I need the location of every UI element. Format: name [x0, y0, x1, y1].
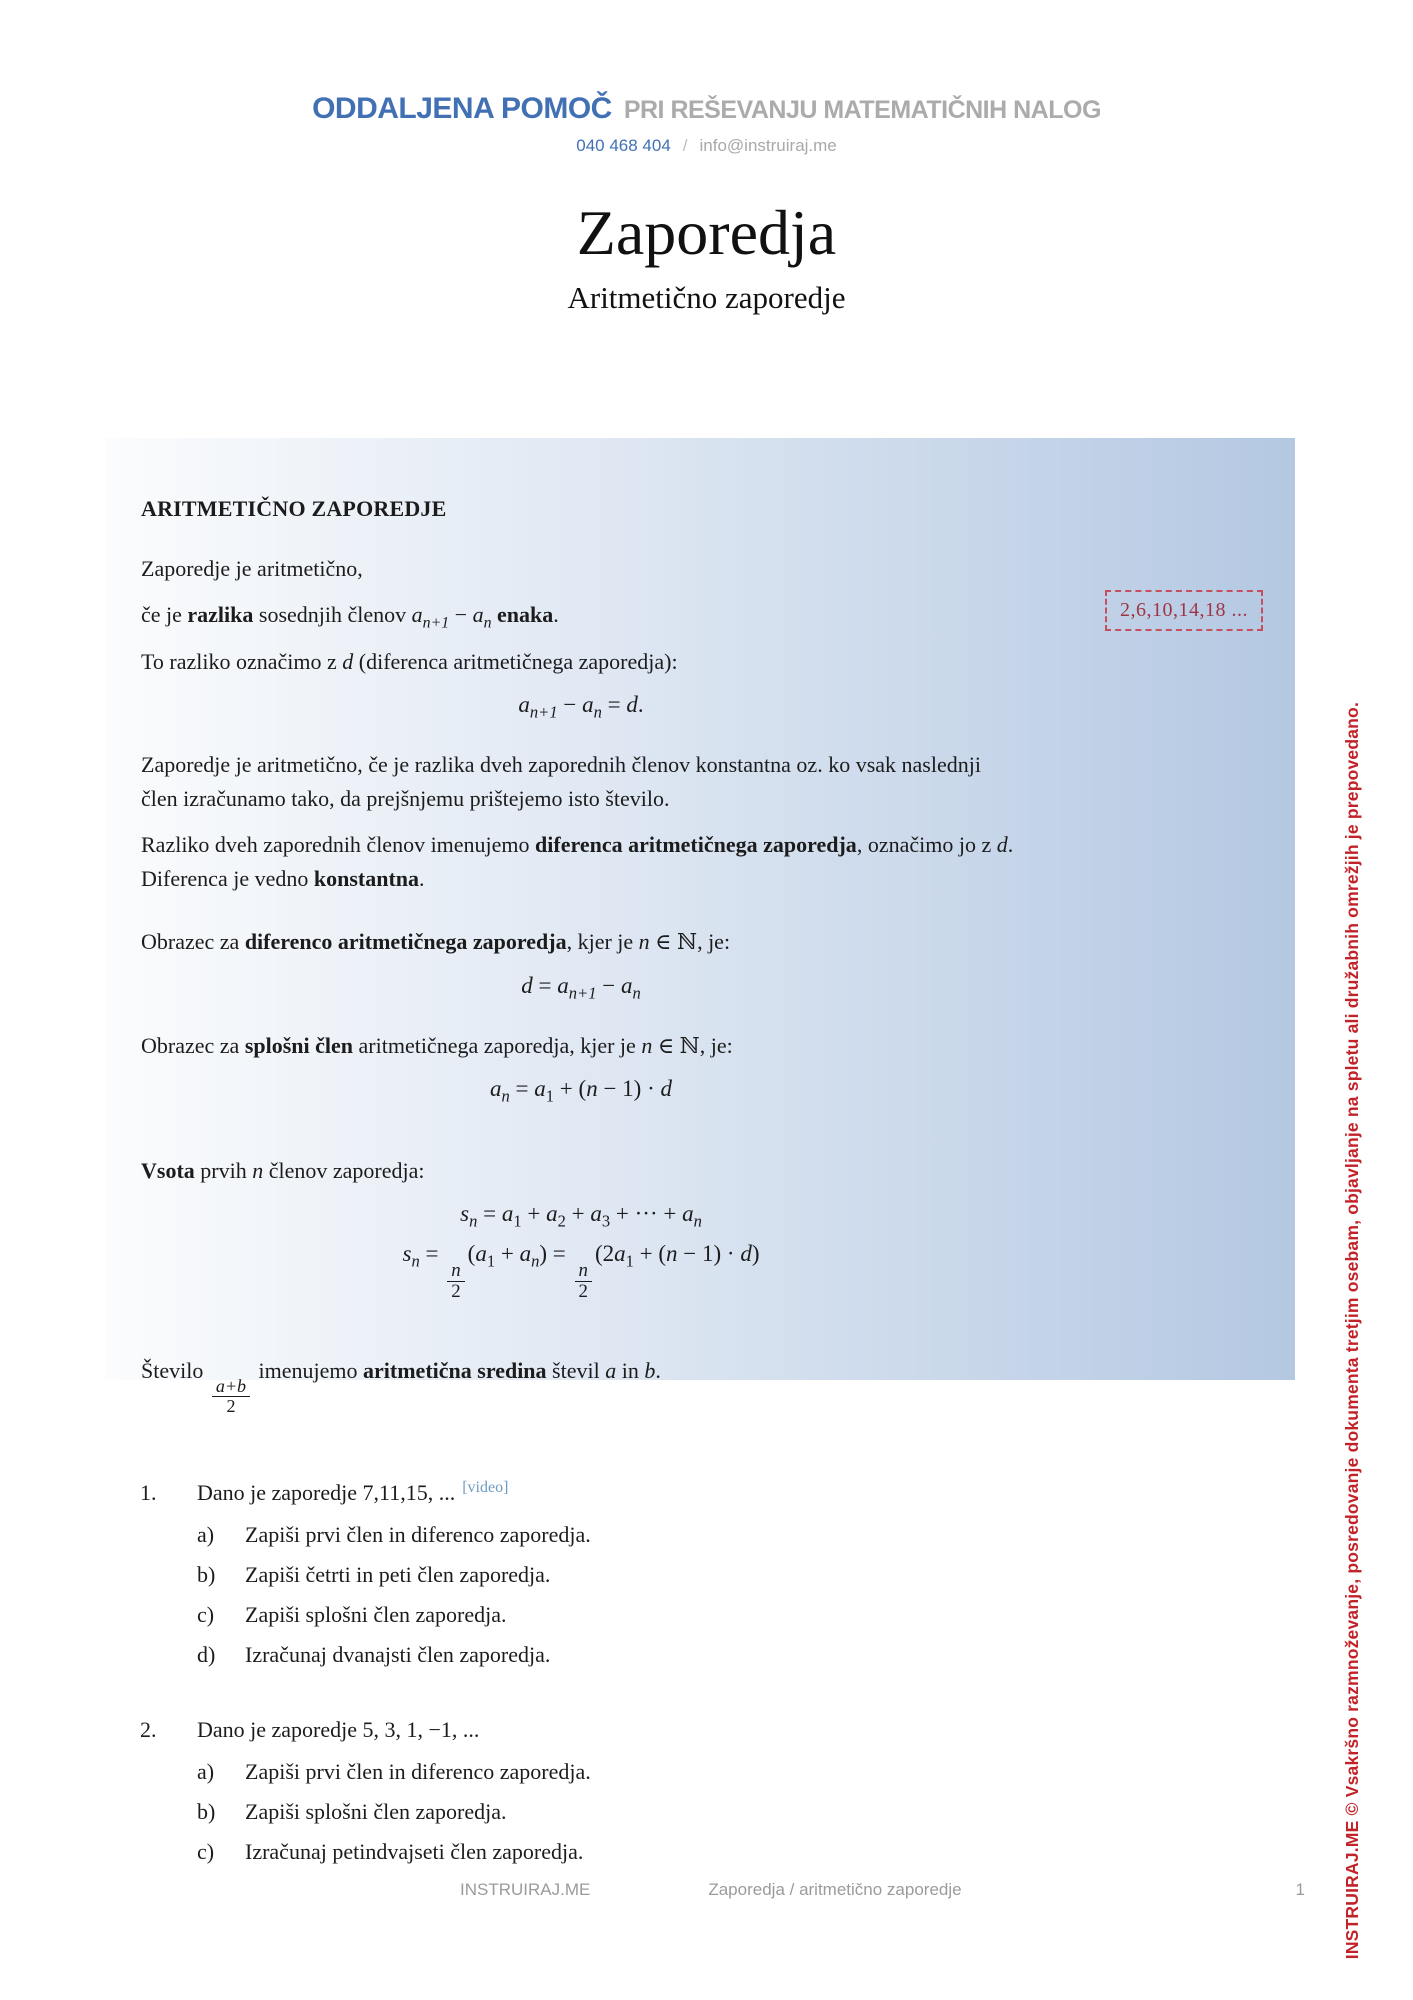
text-run: Razliko dveh zaporednih členov imenujemo — [141, 832, 536, 858]
paragraph — [141, 552, 1021, 585]
text-run: a — [475, 1241, 487, 1267]
text-run: n — [641, 1032, 653, 1058]
theory-box — [105, 438, 1295, 1417]
text-run: ( — [467, 1241, 476, 1267]
exercise-item — [197, 1595, 1413, 1635]
item-label: a) — [197, 1522, 215, 1547]
math-fraction: $\frac{n}{2}$ — [575, 1261, 592, 1303]
text-run: in — [616, 1358, 645, 1384]
paragraph — [141, 645, 1021, 678]
text-run: enaka — [497, 602, 554, 628]
paragraph — [141, 828, 1021, 895]
text-run: + — [495, 1241, 520, 1267]
text-run: ∈ ℕ, je: — [649, 929, 731, 955]
text-run: n — [411, 1251, 420, 1271]
text-run: imenujemo — [253, 1358, 364, 1384]
item-text: Izračunaj petindvajseti člen zaporedja. — [245, 1839, 584, 1865]
math-formula — [141, 1075, 1021, 1106]
text-run: − — [596, 972, 621, 998]
text-run: če je — [141, 602, 188, 628]
paragraph — [141, 598, 1021, 631]
math-formula — [141, 1201, 1021, 1231]
text-run: Obrazec za — [141, 929, 245, 955]
page-number: 1 — [1295, 1880, 1305, 1899]
text-run: , označimo jo z — [856, 832, 997, 858]
text-run: a — [682, 1201, 694, 1227]
item-label: c) — [197, 1602, 215, 1628]
text-run: n — [666, 1241, 678, 1267]
text-run: = — [601, 692, 627, 718]
exercise-item — [197, 1555, 1413, 1595]
theory-heading: ARITMETIČNO ZAPOREDJE — [141, 496, 447, 521]
text-run: + ( — [633, 1241, 667, 1267]
text-run: diferenca aritmetičnega zaporedja — [535, 832, 857, 858]
text-run: + — [565, 1201, 591, 1227]
text-run: n+1 — [422, 614, 450, 632]
text-run: − — [557, 692, 583, 718]
item-text: Zapiši splošni člen zaporedja. — [245, 1799, 507, 1825]
text-run: . — [637, 692, 644, 718]
exercise — [140, 1476, 1413, 1675]
text-run: Zaporedje je aritmetično, če je razlika dveh zaporednih členov konstantna oz. ko vsak naslednji člen izračunamo tako, da prejšnjemu prištejemo isto število. — [141, 752, 981, 811]
email-address: info@instruiraj.me — [699, 136, 837, 155]
text-run: števil — [546, 1358, 606, 1384]
exercise-item — [197, 1635, 1413, 1675]
text-run: . — [419, 865, 425, 891]
math-fraction: $\frac{n}{2}$ — [447, 1261, 464, 1303]
text-run: diferenco aritmetičnega zaporedja — [244, 929, 567, 955]
paragraph — [141, 925, 1021, 958]
item-text: Zapiši prvi člen in diferenco zaporedja. — [245, 1522, 591, 1547]
text-run: n+1 — [568, 983, 597, 1003]
text-run: Dano je zaporedje 5, 3, 1, −1, ... — [197, 1717, 480, 1743]
text-run: a — [614, 1241, 626, 1267]
text-run: . — [553, 602, 559, 628]
text-run: n — [638, 929, 650, 955]
text-run: a — [590, 1201, 602, 1227]
text-run: 1 — [513, 1211, 522, 1231]
text-run: sosednjih členov — [253, 602, 412, 628]
item-label: d) — [197, 1642, 216, 1668]
text-run: − 1) · — [597, 1075, 661, 1101]
page-subtitle: Aritmetično zaporedje — [567, 280, 846, 315]
sequence-example-badge: 2,6,10,14,18 ... — [1105, 590, 1263, 631]
text-run: Število — [141, 1358, 209, 1384]
text-run: konstantna — [313, 865, 420, 891]
text-run: (2 — [594, 1241, 615, 1267]
text-run: n — [252, 1157, 264, 1183]
footer-site: INSTRUIRAJ.ME — [460, 1880, 591, 1899]
text-run: + ( — [554, 1075, 587, 1101]
text-run: d — [740, 1241, 752, 1267]
text-run: a — [620, 972, 633, 998]
exercise-number: 2. — [140, 1717, 157, 1743]
text-run: 1 — [625, 1251, 634, 1271]
text-run: a — [557, 972, 569, 998]
text-run: Obrazec za — [141, 1032, 245, 1058]
math-formula — [141, 692, 1021, 722]
text-run: splošni člen — [244, 1032, 354, 1058]
text-run: = — [532, 972, 558, 998]
text-run: členov zaporedja: — [263, 1157, 425, 1183]
footer — [460, 1880, 962, 1900]
text-run: ∈ ℕ, je: — [652, 1032, 733, 1058]
text-run: 1 — [486, 1251, 496, 1271]
exercise-item — [197, 1832, 1413, 1872]
text-run: Dano je zaporedje 7,11,15, ... — [197, 1480, 456, 1505]
text-run: razlika — [187, 602, 254, 628]
text-run: 3 — [601, 1211, 611, 1231]
text-run: n — [693, 1211, 702, 1231]
text-run: a — [582, 692, 594, 718]
item-text: Zapiši četrti in peti člen zaporedja. — [245, 1562, 551, 1588]
text-run: prvih — [194, 1157, 253, 1183]
text-run: n — [632, 983, 641, 1003]
text-run: a — [519, 1241, 532, 1267]
text-run: n — [483, 614, 492, 632]
text-run: . Diferenca je vedno — [141, 832, 1014, 891]
exercise-item — [197, 1792, 1413, 1832]
exercise — [140, 1713, 1413, 1872]
contact-separator: / — [682, 136, 688, 155]
text-run: d — [342, 648, 354, 674]
paragraph — [141, 1354, 1021, 1416]
item-text: Izračunaj dvanajsti člen zaporedja. — [245, 1642, 551, 1668]
exercise-intro — [140, 1713, 1413, 1746]
exercise-intro — [140, 1476, 1413, 1509]
text-run: a — [490, 1075, 502, 1101]
item-label: b) — [197, 1799, 216, 1825]
text-run: = — [477, 1201, 502, 1227]
text-run: (diferenca aritmetičnega zaporedja): — [353, 648, 678, 674]
phone-number: 040 468 404 — [576, 136, 671, 155]
paragraph — [141, 1029, 1021, 1062]
text-run: a — [534, 1075, 546, 1101]
text-run: s — [402, 1241, 412, 1267]
text-run: n — [501, 1086, 510, 1106]
math-formula — [141, 972, 1021, 1003]
math-formula — [141, 1241, 1021, 1302]
text-run: + ··· + — [610, 1201, 683, 1227]
text-run: b — [644, 1358, 656, 1384]
text-run: , kjer je — [566, 929, 639, 955]
text-run: ) = — [539, 1241, 572, 1267]
text-run: a — [605, 1358, 617, 1384]
item-label: c) — [197, 1839, 215, 1865]
text-run: n — [586, 1075, 598, 1101]
text-run: aritmetična sredina — [363, 1358, 547, 1384]
brand-logo-text: ODDALJENA POMOČ — [312, 92, 612, 125]
video-link[interactable]: [video] — [462, 1478, 509, 1496]
exercise-text — [197, 1713, 479, 1746]
item-text: Zapiši splošni člen zaporedja. — [245, 1602, 507, 1628]
header — [0, 0, 1413, 126]
math-fraction: $\frac{a+b}{2}$ — [212, 1377, 250, 1417]
text-run: d — [626, 692, 638, 718]
exercise-item — [197, 1515, 1413, 1555]
text-run: n — [531, 1251, 540, 1271]
exercise-item — [197, 1752, 1413, 1792]
text-run: + — [521, 1201, 547, 1227]
text-run: a — [518, 692, 530, 718]
text-run: = — [509, 1075, 535, 1101]
text-run: d — [996, 832, 1008, 858]
text-run: Vsota — [141, 1157, 195, 1183]
exercise-items — [197, 1515, 1413, 1675]
text-run: a — [411, 602, 423, 628]
text-run: a — [546, 1201, 558, 1227]
text-run: n — [593, 702, 602, 722]
exercise-text — [197, 1476, 508, 1509]
text-run: Zaporedje je aritmetično, — [141, 556, 363, 581]
text-run: − — [449, 602, 473, 628]
paragraph — [141, 748, 1021, 815]
text-run: aritmetičnega zaporedja, kjer je — [353, 1032, 642, 1058]
item-label: a) — [197, 1759, 215, 1785]
text-run: . — [655, 1358, 661, 1384]
page-title: Zaporedja — [576, 197, 837, 268]
text-run: a — [501, 1201, 514, 1227]
text-run: 1 — [545, 1086, 555, 1106]
exercise-items — [197, 1752, 1413, 1872]
footer-doc-title: Zaporedja / aritmetično zaporedje — [708, 1880, 962, 1899]
theory-content — [141, 552, 1021, 1417]
text-run: d — [660, 1075, 672, 1101]
exercise-list — [140, 1476, 1413, 1872]
text-run: 2 — [557, 1211, 566, 1231]
brand-tagline: PRI REŠEVANJU MATEMATIČNIH NALOG — [623, 96, 1101, 124]
text-run: To razliko označimo z — [141, 648, 343, 674]
text-run: d — [521, 972, 533, 998]
item-label: b) — [197, 1562, 216, 1588]
text-run: = — [419, 1241, 445, 1267]
contact-line — [0, 136, 1413, 156]
text-run: s — [460, 1201, 470, 1227]
item-text: Zapiši prvi člen in diferenco zaporedja. — [245, 1759, 591, 1785]
paragraph — [141, 1154, 1021, 1187]
text-run: − 1) · — [677, 1241, 741, 1267]
exercise-number: 1. — [140, 1480, 157, 1505]
text-run: ) — [751, 1241, 760, 1267]
text-run: n+1 — [529, 702, 558, 722]
text-run: n — [469, 1211, 478, 1231]
text-run: a — [472, 602, 484, 628]
copyright-watermark: INSTRUIRAJ.ME © Vsakršno razmnoževanje, posredovanje dokumenta tretjim osebam, objavljanje na spletu ali družabnih omrežjih je prepovedano. — [1342, 702, 1362, 1960]
